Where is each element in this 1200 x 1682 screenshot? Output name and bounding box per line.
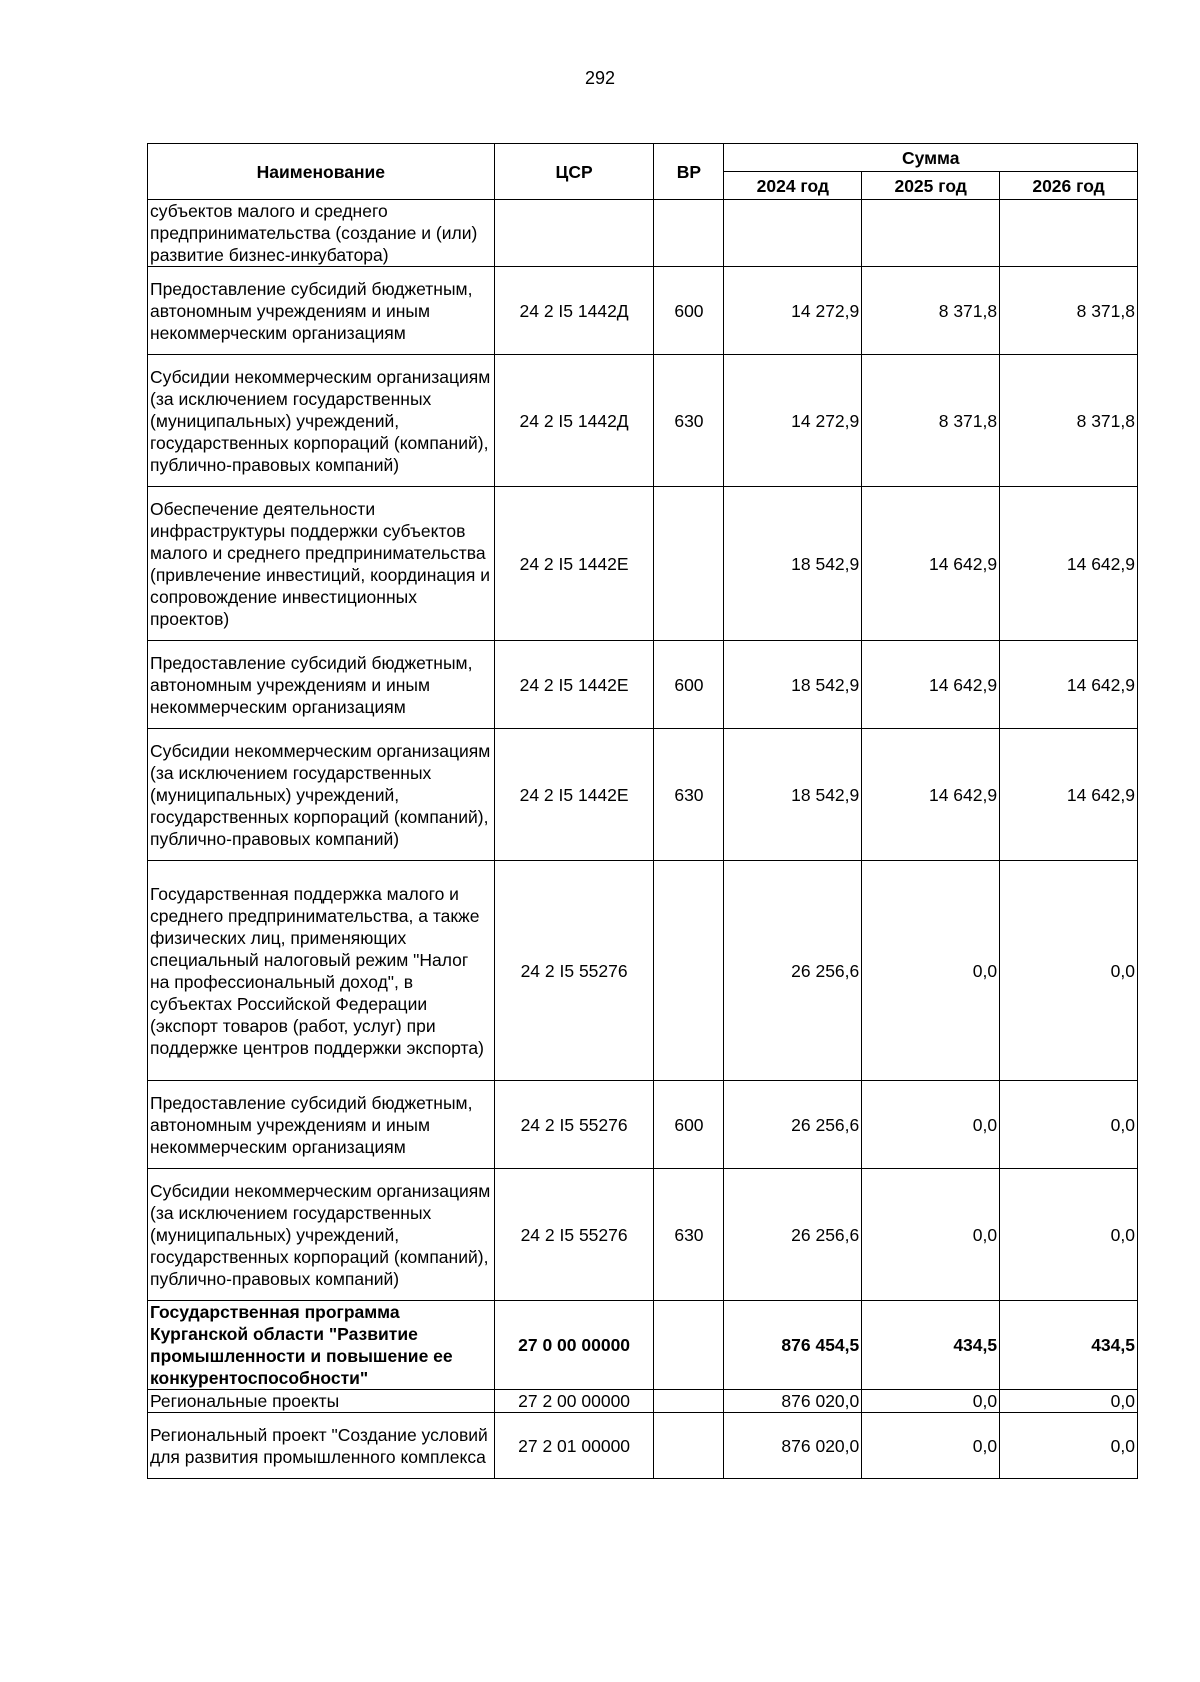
cell-2026 [1000,200,1138,267]
cell-name: Субсидии некоммерческим организациям (за исключением государственных (муниципальных) учреждений, государственных корпораций (компаний), публично-правовых компаний) [148,1169,495,1301]
cell-2025: 0,0 [862,1169,1000,1301]
cell-name: Региональный проект "Создание условий для развития промышленного комплекса [148,1413,495,1479]
cell-2026: 8 371,8 [1000,267,1138,355]
table-row [148,1413,1138,1479]
cell-csr: 27 2 00 00000 [494,1390,654,1413]
cell-name: Субсидии некоммерческим организациям (за исключением государственных (муниципальных) учреждений, государственных корпораций (компаний), публично-правовых компаний) [148,729,495,861]
cell-2026: 0,0 [1000,1413,1138,1479]
cell-name: Обеспечение деятельности инфраструктуры поддержки субъектов малого и среднего предпринимательства (привлечение инвестиций, координация и сопровождение инвестиционных проектов) [148,487,495,641]
page-number: 292 [584,68,616,88]
cell-csr: 24 2 I5 1442Д [494,355,654,487]
cell-csr: 24 2 I5 1442Е [494,641,654,729]
cell-2026: 14 642,9 [1000,487,1138,641]
header-sum: Сумма [724,144,1138,172]
header-year-2024: 2024 год [724,172,862,200]
table-row [148,267,1138,355]
header-vr: ВР [654,144,724,200]
header-year-2026: 2026 год [1000,172,1138,200]
table-row [148,861,1138,1081]
cell-2025: 434,5 [862,1301,1000,1390]
cell-vr [654,861,724,1081]
cell-name: Региональные проекты [148,1390,495,1413]
cell-csr: 24 2 I5 55276 [494,1169,654,1301]
cell-2026: 14 642,9 [1000,641,1138,729]
table-row [148,729,1138,861]
table-body [148,200,1138,1479]
cell-name: Государственная программа Курганской области "Развитие промышленности и повышение ее конкурентоспособности" [148,1301,495,1390]
cell-2024: 26 256,6 [724,861,862,1081]
cell-2024: 18 542,9 [724,487,862,641]
cell-2024: 14 272,9 [724,355,862,487]
cell-2025: 8 371,8 [862,355,1000,487]
cell-2024: 18 542,9 [724,729,862,861]
cell-vr: 600 [654,641,724,729]
cell-2025: 14 642,9 [862,641,1000,729]
header-csr: ЦСР [494,144,654,200]
cell-2024: 18 542,9 [724,641,862,729]
cell-name: Предоставление субсидий бюджетным, автономным учреждениям и иным некоммерческим организациям [148,267,495,355]
cell-csr: 24 2 I5 1442Е [494,729,654,861]
cell-csr: 24 2 I5 1442Е [494,487,654,641]
cell-vr [654,1413,724,1479]
cell-2026: 0,0 [1000,861,1138,1081]
cell-vr [654,200,724,267]
cell-2025: 0,0 [862,1390,1000,1413]
table-row [148,641,1138,729]
cell-2024: 26 256,6 [724,1081,862,1169]
cell-2025: 14 642,9 [862,487,1000,641]
cell-2024: 14 272,9 [724,267,862,355]
cell-2026: 0,0 [1000,1390,1138,1413]
table-row [148,1081,1138,1169]
cell-2025: 14 642,9 [862,729,1000,861]
budget-table [147,143,1138,1479]
header-year-2025: 2025 год [862,172,1000,200]
cell-name: Государственная поддержка малого и среднего предпринимательства, а также физических лиц, применяющих специальный налоговый режим "Налог на профессиональный доход", в субъектах Российской Федерации (экспорт товаров (работ, услуг) при поддержке центров поддержки экспорта) [148,861,495,1081]
cell-2024: 876 020,0 [724,1390,862,1413]
cell-2025: 0,0 [862,1081,1000,1169]
header-name: Наименование [148,144,495,200]
table-row [148,355,1138,487]
cell-vr: 630 [654,729,724,861]
cell-2025: 0,0 [862,861,1000,1081]
cell-2026: 14 642,9 [1000,729,1138,861]
table-row [148,200,1138,267]
table-row [148,487,1138,641]
cell-vr: 630 [654,1169,724,1301]
cell-csr: 24 2 I5 55276 [494,1081,654,1169]
cell-csr [494,200,654,267]
table-row [148,1169,1138,1301]
cell-vr [654,1301,724,1390]
cell-2024: 876 020,0 [724,1413,862,1479]
cell-2026: 0,0 [1000,1169,1138,1301]
cell-2025 [862,200,1000,267]
cell-2024: 26 256,6 [724,1169,862,1301]
cell-name: субъектов малого и среднего предпринимательства (создание и (или) развитие бизнес-инкубатора) [148,200,495,267]
cell-csr: 24 2 I5 55276 [494,861,654,1081]
cell-name: Предоставление субсидий бюджетным, автономным учреждениям и иным некоммерческим организациям [148,641,495,729]
cell-vr: 600 [654,1081,724,1169]
cell-csr: 27 0 00 00000 [494,1301,654,1390]
cell-2024: 876 454,5 [724,1301,862,1390]
cell-name: Предоставление субсидий бюджетным, автономным учреждениям и иным некоммерческим организациям [148,1081,495,1169]
cell-vr: 600 [654,267,724,355]
cell-vr: 630 [654,355,724,487]
cell-2024 [724,200,862,267]
cell-2026: 0,0 [1000,1081,1138,1169]
cell-2026: 8 371,8 [1000,355,1138,487]
cell-csr: 24 2 I5 1442Д [494,267,654,355]
cell-2025: 0,0 [862,1413,1000,1479]
table-row [148,1390,1138,1413]
table-row [148,1301,1138,1390]
cell-csr: 27 2 01 00000 [494,1413,654,1479]
cell-2026: 434,5 [1000,1301,1138,1390]
cell-2025: 8 371,8 [862,267,1000,355]
cell-vr [654,487,724,641]
cell-name: Субсидии некоммерческим организациям (за исключением государственных (муниципальных) учреждений, государственных корпораций (компаний), публично-правовых компаний) [148,355,495,487]
cell-vr [654,1390,724,1413]
